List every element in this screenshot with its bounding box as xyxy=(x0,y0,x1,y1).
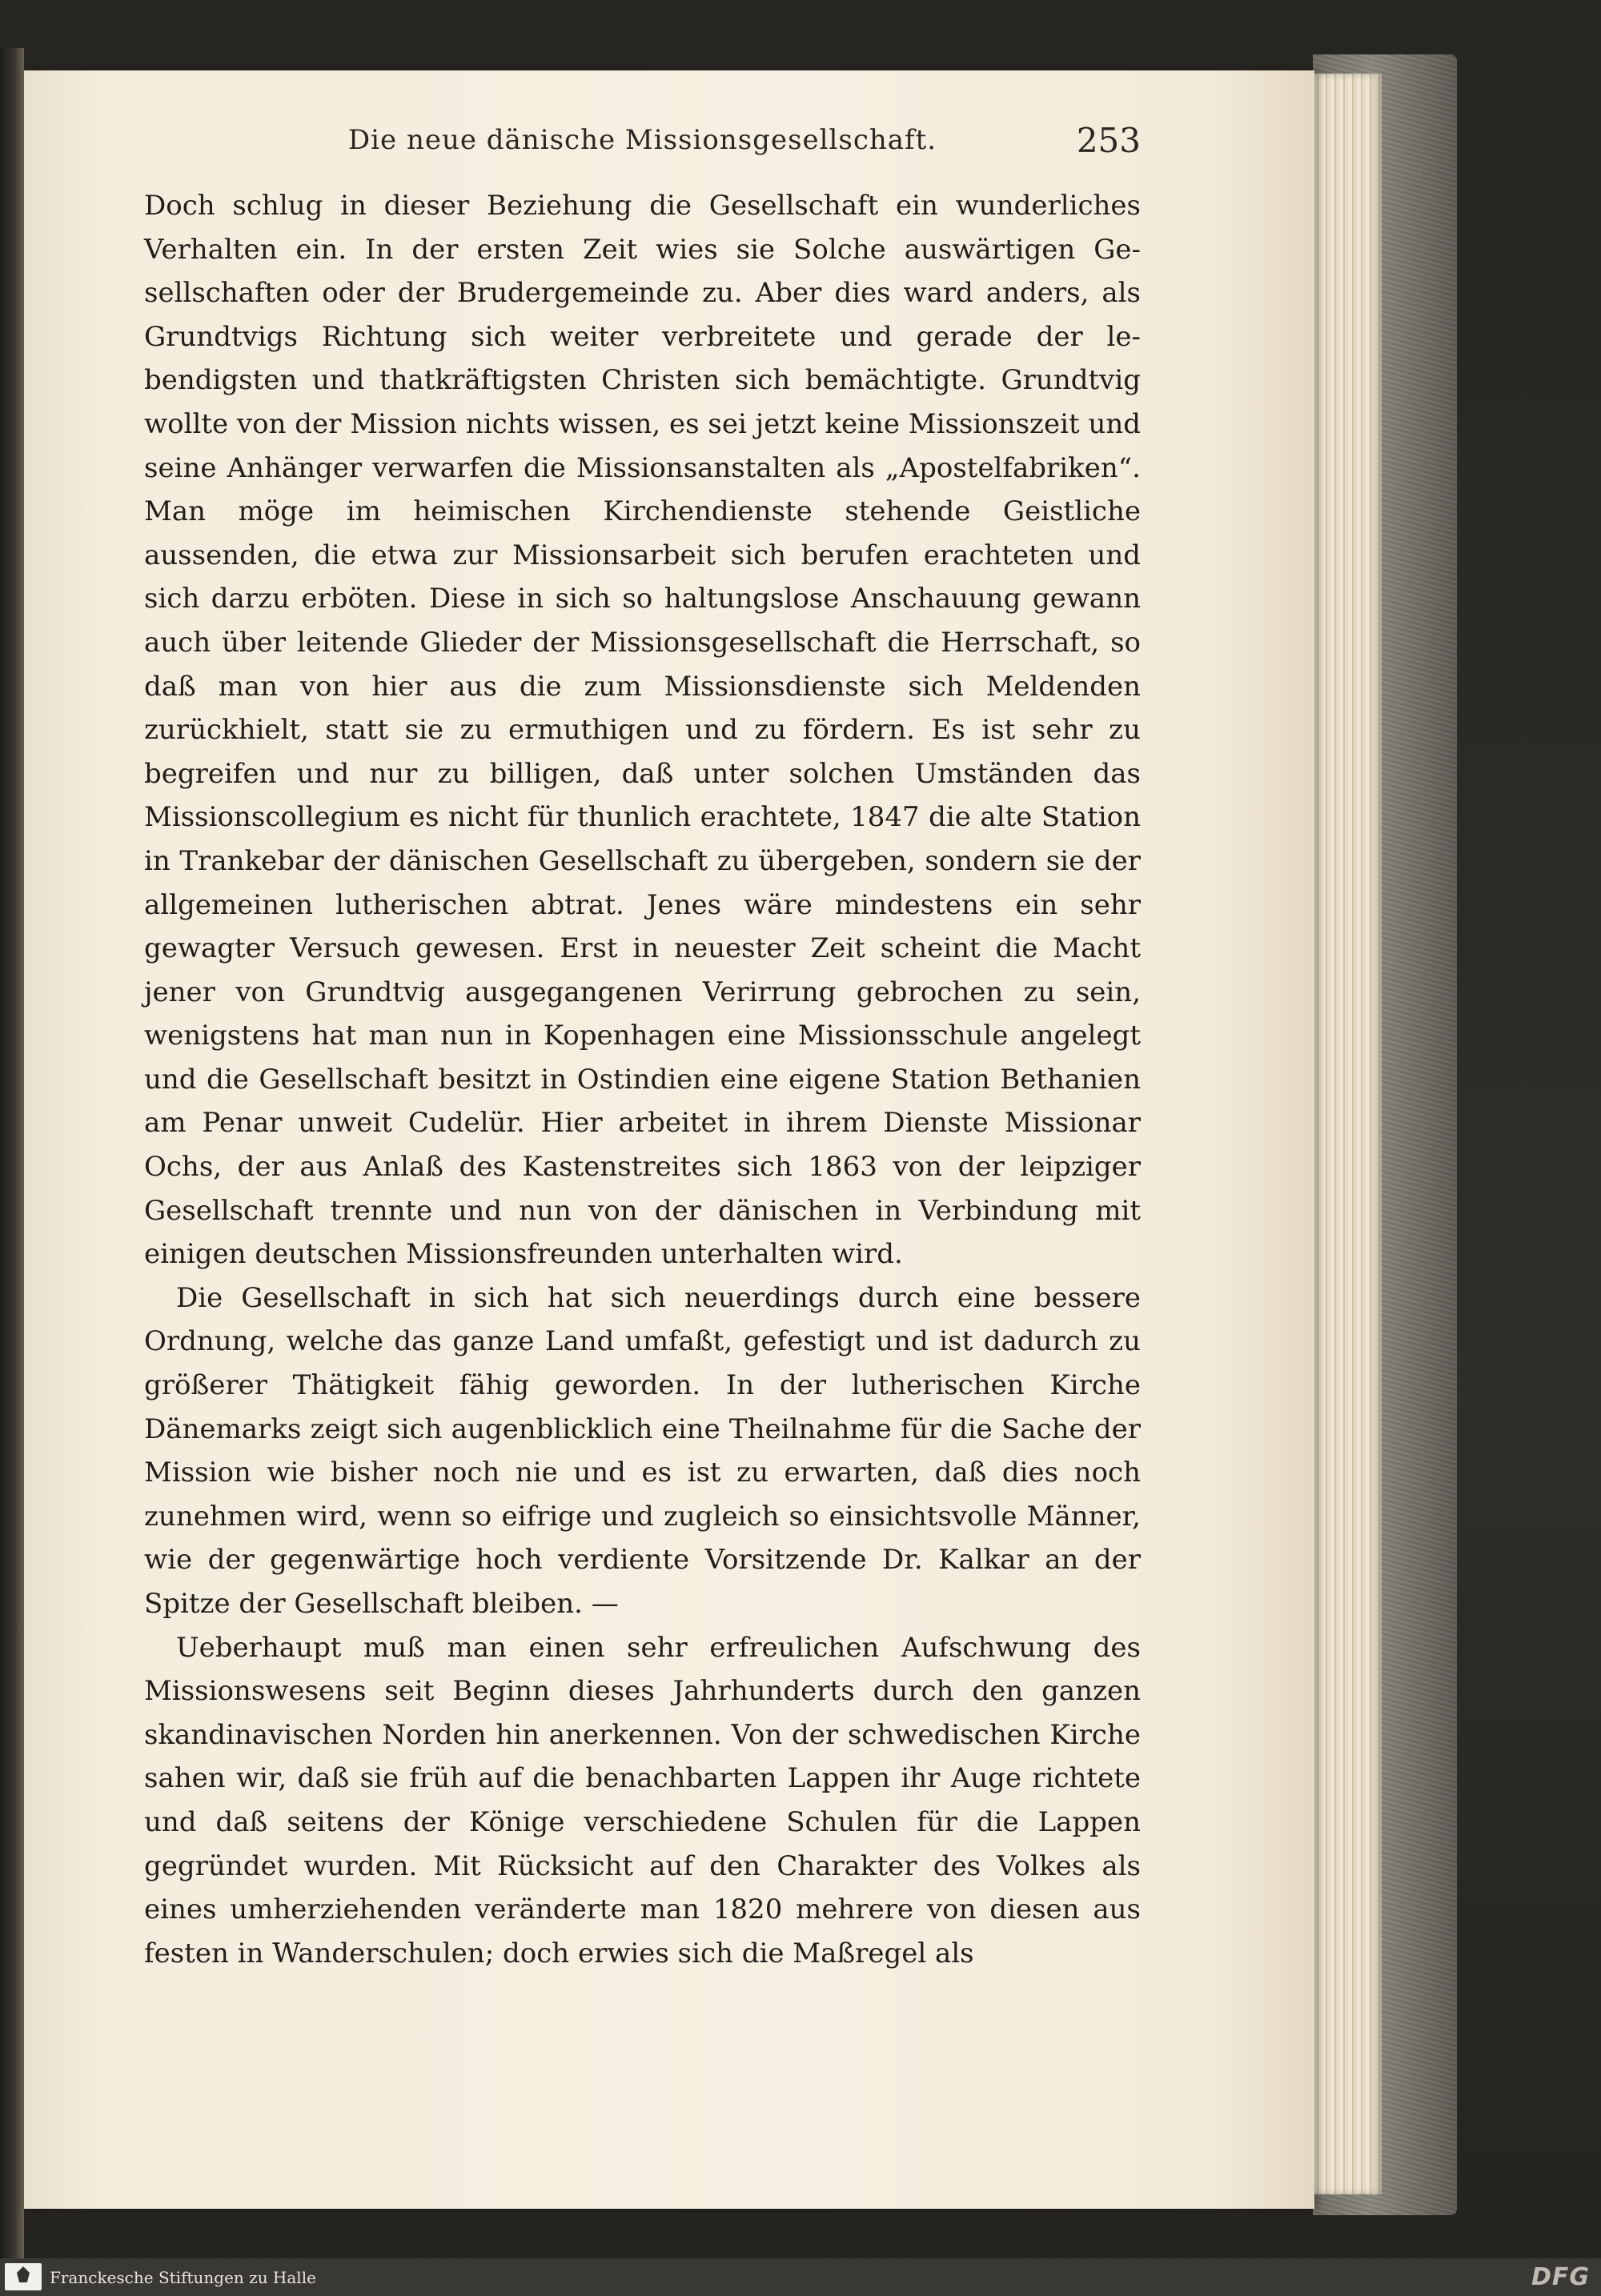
paragraph-1: Doch schlug in dieser Beziehung die Gesellschaft ein wunderliches Verhalten ein. In der ersten Zeit wies sie Solche auswärtigen Gesellschaften oder der Brudergemeinde zu. Aber dies ward anders, als Grundtvigs Richtung sich weiter verbreitete und gerade der lebendigsten und thatkräftigsten Christen sich bemächtigte. Grundtvig wollte von der Mission nichts wissen, es sei jetzt keine Missionszeit und seine Anhänger verwarfen die Missionsanstalten als „Apostelfabriken“. Man möge im heimischen Kirchendienste stehende Geistliche aussenden, die etwa zur Missionsarbeit sich berufen erachteten und sich darzu erböten. Diese in sich so haltungslose Anschauung gewann auch über leitende Glieder der Missionsgesellschaft die Herrschaft, so daß man von hier aus die zum Missionsdienste sich Meldenden zurückhielt, statt sie zu ermuthigen und zu fördern. Es ist sehr zu begreifen und nur zu billigen, daß unter solchen Umständen das Missionscollegium es nicht für thunlich erachtete, 1847 die alte Station in Trankebar der dänischen Gesellschaft zu übergeben, sondern sie der allgemeinen lutherischen abtrat. Jenes wäre mindestens ein sehr gewagter Versuch gewesen. Erst in neuester Zeit scheint die Macht jener von Grundtvig ausgegangenen Verirrung gebrochen zu sein, wenigstens hat man nun in Kopenhagen eine Missionsschule angelegt und die Gesellschaft besitzt in Ostindien eine eigene Station Bethanien am Penar unweit Cudelür. Hier arbeitet in ihrem Dienste Missionar Ochs, der aus Anlaß des Kastenstreites sich 1863 von der leipziger Gesellschaft trennte und nun von der dänischen in Verbindung mit einigen deutschen Missionsfreunden unterhalten wird. xyxy=(144,190,1141,1271)
running-head xyxy=(144,121,1141,169)
paragraph-3: Ueberhaupt muß man einen sehr erfreulichen Aufschwung des Missionswesens seit Beginn dieses Jahrhunderts durch den ganzen skandinavischen Norden hin anerkennen. Von der schwedischen Kirche sahen wir, daß sie früh auf die benachbarten Lappen ihr Auge richtete und daß seitens der Könige verschiedene Schulen für die Lappen gegründet wurden. Mit Rücksicht auf den Charakter des Volkes als eines umherziehenden veränderte man 1820 mehrere von diesen aus festen in Wanderschulen; doch erwies sich die Maßregel als xyxy=(144,1631,1141,1969)
paragraph-2: Die Gesellschaft in sich hat sich neuerdings durch eine bessere Ordnung, welche das ganze Land umfaßt, gefestigt und ist dadurch zu größerer Thätigkeit fähig geworden. In der lutherischen Kirche Dänemarks zeigt sich augenblicklich eine Theilnahme für die Sache der Mission wie bisher noch nie und es ist zu erwarten, daß dies noch zunehmen wird, wenn so eifrige und zugleich so einsichtsvolle Männer, wie der gegenwärtige hoch verdiente Vorsitzende Dr. Kalkar an der Spitze der Gesellschaft bleiben. — xyxy=(144,1281,1141,1620)
francke-foundation-logo-icon xyxy=(5,2263,42,2290)
viewer-footer xyxy=(0,2258,1601,2296)
page-edges xyxy=(1313,74,1382,2194)
body-text xyxy=(144,184,1141,1975)
dfg-logo: DFG xyxy=(1531,2263,1590,2291)
institution-name: Franckesche Stiftungen zu Halle xyxy=(50,2268,316,2287)
running-head-title: Die neue dänische Missionsgesellschaft. xyxy=(347,124,937,156)
left-page-edge xyxy=(0,48,24,2265)
page-number: 253 xyxy=(1076,121,1141,160)
